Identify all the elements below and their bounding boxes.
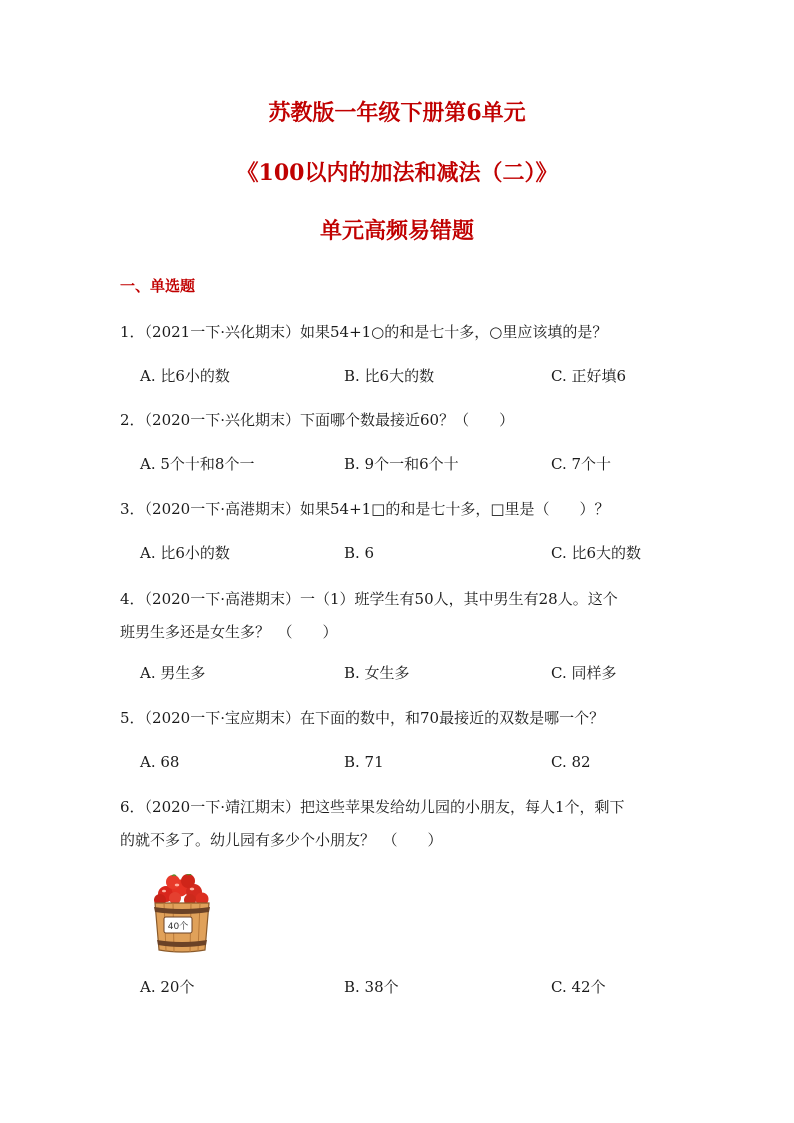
document-title-line2: 《100以内的加法和减法（二）》 (236, 160, 558, 186)
question-4-text-line2: 班男生多还是女生多？ （ ） (120, 623, 338, 641)
question-4-text-line1: 4．（2020一下·高港期末）一（1）班学生有50人，其中男生有28人。这个 (120, 590, 618, 608)
question-6 (120, 797, 680, 850)
question-2-text: 2．（2020一下·兴化期末）下面哪个数最接近60？（ ） (120, 411, 515, 429)
section-heading: 一、单选题 (120, 277, 196, 295)
question-6-option-b: B. 38个 (344, 978, 399, 996)
question-1-option-c: C. 正好填6 (551, 367, 627, 385)
question-4-option-a: A. 男生多 (140, 664, 206, 682)
question-2-option-a: A. 5个十和8个一 (140, 455, 255, 473)
question-6-option-c: C. 42个 (551, 978, 606, 996)
question-3-text: 3．（2020一下·高港期末）如果54+1□的和是七十多，□里是（ ）？ (120, 500, 610, 518)
question-3 (120, 499, 680, 519)
question-5-text: 5．（2020一下·宝应期末）在下面的数中，和70最接近的双数是哪一个？ (120, 709, 605, 727)
question-5-option-b: B. 71 (344, 753, 384, 771)
question-1-option-a: A. 比6小的数 (140, 367, 230, 385)
question-3-option-b: B. 6 (344, 544, 375, 562)
document-title-line3: 单元高频易错题 (319, 218, 474, 244)
basket-label: 40个 (167, 922, 189, 932)
question-2 (120, 410, 680, 430)
question-6-option-a: A. 20个 (140, 978, 195, 996)
question-3-option-a: A. 比6小的数 (140, 544, 230, 562)
question-1-text: 1．（2021一下·兴化期末）如果54+1○的和是七十多，○里应该填的是？ (120, 323, 608, 341)
question-4-option-c: C. 同样多 (551, 664, 617, 682)
question-5-option-a: A. 68 (140, 753, 180, 771)
question-1 (120, 322, 680, 342)
document-title-line1: 苏教版一年级下册第6单元 (268, 100, 526, 126)
question-4-option-b: B. 女生多 (344, 664, 410, 682)
question-6-text-line1: 6．（2020一下·靖江期末）把这些苹果发给幼儿园的小朋友，每人1个，剩下 (120, 798, 625, 816)
apples-pile (154, 874, 209, 906)
question-1-option-b: B. 比6大的数 (344, 367, 435, 385)
question-2-option-c: C. 7个十 (551, 455, 612, 473)
question-2-option-b: B. 9个一和6个十 (344, 455, 459, 473)
question-3-option-c: C. 比6大的数 (551, 544, 642, 562)
apple-basket-icon (150, 874, 214, 954)
question-5-option-c: C. 82 (551, 753, 591, 771)
question-6-text-line2: 的就不多了。幼儿园有多少个小朋友？ （ ） (120, 831, 443, 849)
question-4 (120, 589, 680, 642)
question-5 (120, 708, 680, 728)
